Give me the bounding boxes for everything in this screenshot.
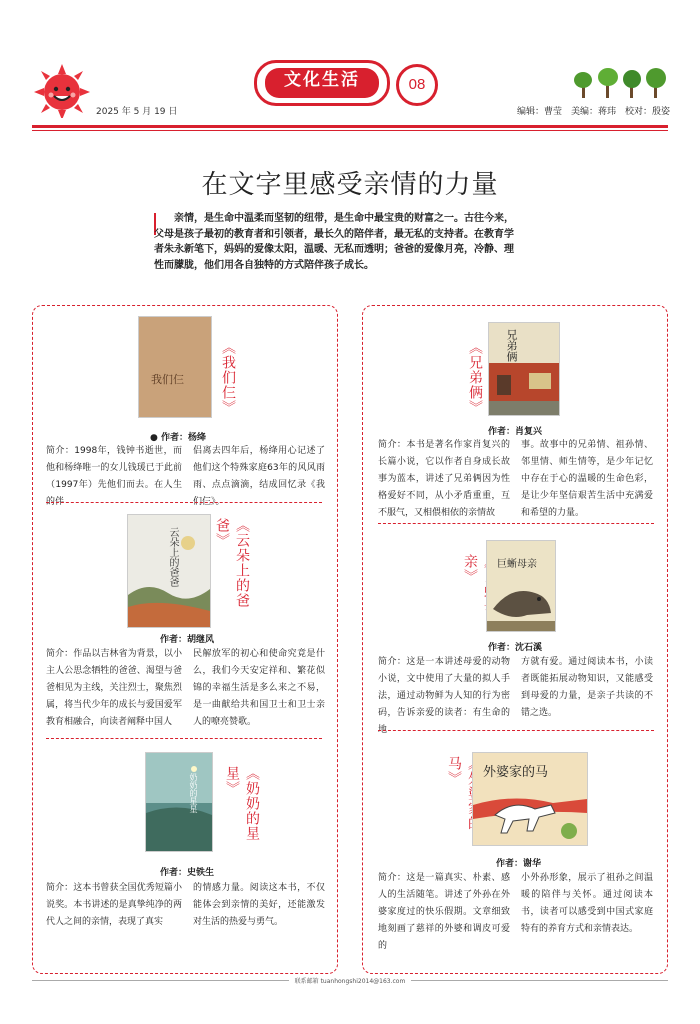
book-desc-right: 侣离去四年后，杨绛用心记述了他们这个特殊家庭63年的风风雨雨、点点滴滴，结成回忆录《我们仨》。 <box>193 446 325 507</box>
issue-date: 2025 年 5 月 19 日 <box>96 107 178 117</box>
book-desc-left: 简介：这本书曾获全国优秀短篇小说奖。本书讲述的是真挚纯净的两代人之间的亲情，表现了真实 <box>46 883 182 927</box>
book-author: 作者：史铁生 <box>160 868 215 878</box>
book-desc-right: 小外孙形象，展示了祖孙之间温暖的陪伴与关怀。通过阅读本书，读者可以感受到中国式家庭特有的养育方式和亲情表达。 <box>521 873 653 934</box>
book-divider <box>46 738 322 739</box>
section-label: 文化生活 <box>265 68 379 98</box>
header-rule-thin <box>32 130 668 131</box>
article-intro: 亲情，是生命中温柔而坚韧的纽带，是生命中最宝贵的财富之一。古往今来，父母是孩子最初的教育者和引领者，最长久的陪伴者，最无私的支持者。在教育学者朱永新笔下，妈妈的爱像太阳，温暖、无私而透明；爸爸的爱像月亮，冷静、理性而朦胧，他们用各自独特的方式陪伴孩子成长。 <box>154 213 514 271</box>
book-title-grandma-horse: 马》 <box>446 756 462 786</box>
page-number: 08 <box>396 64 438 106</box>
book-divider <box>46 502 322 503</box>
trees-icon <box>572 64 668 100</box>
book-author: 作者：肖复兴 <box>488 427 543 437</box>
book-title-we-three: 《我们仨》 <box>220 340 236 415</box>
sun-mascot-icon <box>32 62 92 118</box>
book-desc-right: 的情感力量。阅读这本书，不仅能体会到亲情的美好，还能激发对生活的热爱与勇气。 <box>193 883 325 927</box>
book-cover-we-three <box>138 316 212 418</box>
cover-text: 我们仨 <box>151 373 184 386</box>
footer-contact <box>0 976 700 985</box>
cover-illustration <box>489 323 559 415</box>
footer-email: 联系邮箱 tuanhongshi2014@163.com <box>289 978 412 985</box>
book-desc-left: 简介：作品以吉林省为背景，以小主人公思念牺牲的爸爸、渴望与爸爸相见为主线，关注烈士，聚焦烈属，将当代少年的成长与爱国爱军教育相融合，向读者阐释中国人 <box>46 649 182 727</box>
cover-illustration <box>146 753 212 851</box>
book-desc-right: 事。故事中的兄弟情、祖孙情、邻里情、师生情等，是少年记忆中存在于心的温暖的生命色彩，是让少年坚信艰苦生活中充满爱和希望的力量。 <box>521 440 653 518</box>
book-cover-dad-on-clouds <box>127 514 211 628</box>
book-title-dad-on-clouds: 《云朵上的爸爸》 <box>214 518 250 608</box>
book-desc-left: 简介：本书是著名作家肖复兴的长篇小说，它以作者自身成长故事为蓝本，讲述了兄弟俩因为性格爱好不同，从小矛盾重重，互不服气，又相偎相依的亲情故 <box>378 440 510 518</box>
cover-text: 奶奶的星星 <box>189 773 198 813</box>
book-cover-brothers <box>488 322 560 416</box>
book-cover-grandma-horse <box>472 752 588 846</box>
section-badge <box>254 60 390 106</box>
book-divider <box>378 730 654 731</box>
book-desc-left: 简介：1998年，钱钟书逝世，而他和杨绛唯一的女儿钱瑗已于此前（1997年）先他们而去。在人生的伴 <box>46 446 182 507</box>
book-author: 作者：谢华 <box>496 859 542 869</box>
cover-text: 外婆家的马 <box>483 765 549 780</box>
book-title-grandma-stars: 《奶奶的星星》 <box>224 766 260 841</box>
article-title: 在文字里感受亲情的力量 <box>201 170 499 200</box>
book-author: 作者：沈石溪 <box>488 643 543 653</box>
cover-text: 兄弟俩 <box>505 329 518 362</box>
book-title-lizard-mother: 亲》 <box>462 554 478 584</box>
book-author: 作者：胡继风 <box>160 635 215 645</box>
book-cover-lizard-mother <box>486 540 556 632</box>
book-author: ● 作者：杨绛 <box>150 433 206 443</box>
header-rule <box>32 125 668 128</box>
book-cover-grandma-stars <box>145 752 213 852</box>
editor-credits: 编辑：曹莹 美编：蒋玮 校对：殷姿 <box>516 107 670 117</box>
cover-text: 云朵上的爸爸 <box>167 527 178 587</box>
book-desc-left: 简介：这是一篇真实、朴素、感人的生活随笔。讲述了外孙在外婆家度过的快乐假期。文章细致地刻画了慈祥的外婆和调皮可爱的 <box>378 873 510 951</box>
book-divider <box>378 523 654 524</box>
book-title-brothers: 《兄弟俩》 <box>467 340 483 415</box>
book-desc-right: 民解放军的初心和使命究竟是什么，我们今天安定祥和、繁花似锦的幸福生活是多么来之不易，是一曲献给共和国卫士和卫士亲人的嘹亮赞歌。 <box>193 649 325 727</box>
book-desc-right: 方就有爱。通过阅读本书，小读者既能拓展动物知识，又能感受到母爱的力量，是亲子共读的不错之选。 <box>521 657 653 718</box>
book-desc-left: 简介：这是一本讲述母爱的动物小说，文中使用了大量的拟人手法，通过动物鲜为人知的行为密码，告诉亲爱的读者：有生命的地 <box>378 657 510 735</box>
cover-text: 巨蜥母亲 <box>497 559 537 570</box>
